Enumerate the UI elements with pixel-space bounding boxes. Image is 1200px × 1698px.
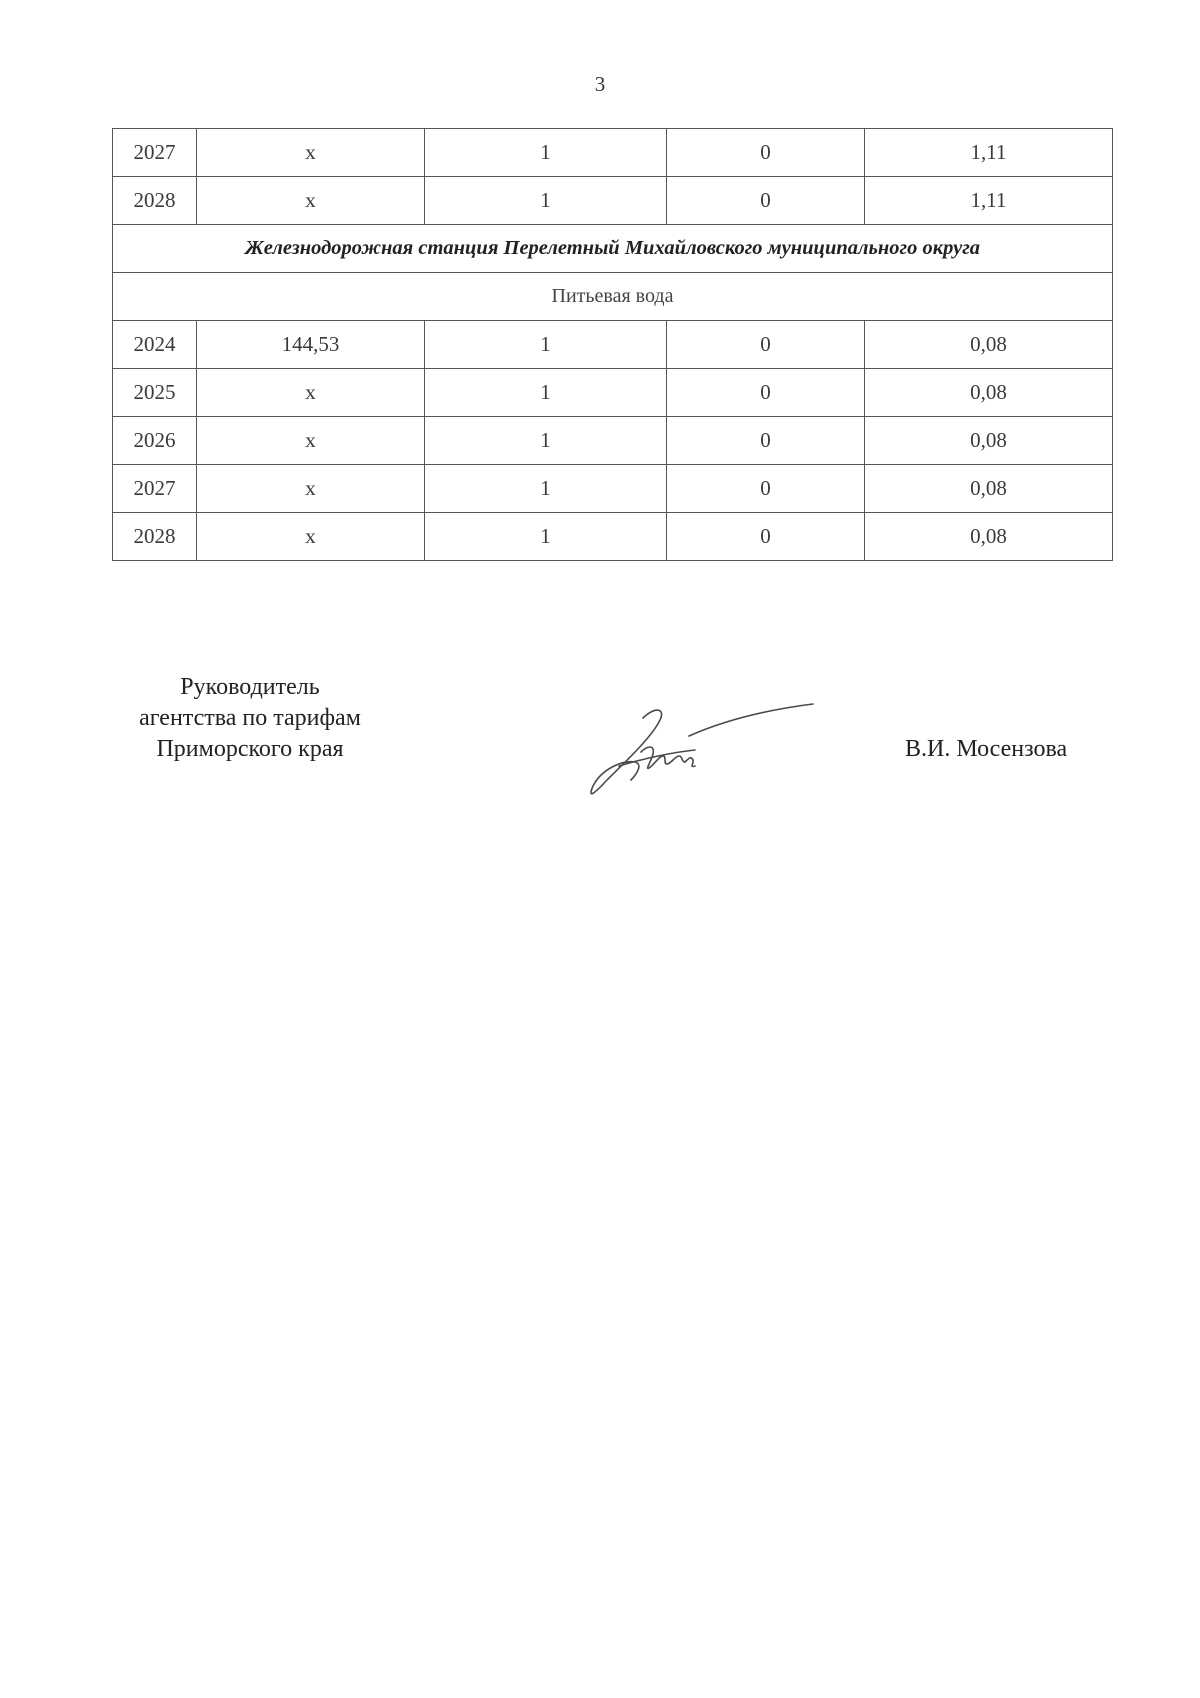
year-cell: 2027 <box>113 129 197 177</box>
value-cell: 0 <box>667 321 865 369</box>
signer-title-line: агентства по тарифам <box>139 705 361 731</box>
section-row <box>113 225 1113 273</box>
value-cell: 0 <box>667 417 865 465</box>
value-cell: 0 <box>667 513 865 561</box>
subsection-row <box>113 273 1113 321</box>
table-row <box>113 369 1113 417</box>
subsection-title: Питьевая вода <box>113 273 1113 321</box>
table-row <box>113 513 1113 561</box>
value-cell: х <box>197 129 425 177</box>
section-title: Железнодорожная станция Перелетный Михайловского муниципального округа <box>113 225 1113 273</box>
value-cell: 1 <box>425 417 667 465</box>
value-cell: 0,08 <box>865 465 1113 513</box>
year-cell: 2025 <box>113 369 197 417</box>
table-row <box>113 177 1113 225</box>
value-cell: 0 <box>667 369 865 417</box>
value-cell: 1 <box>425 369 667 417</box>
value-cell: 0 <box>667 177 865 225</box>
value-cell: 144,53 <box>197 321 425 369</box>
year-cell: 2028 <box>113 513 197 561</box>
signer-title-line: Руководитель <box>180 674 320 700</box>
year-cell: 2026 <box>113 417 197 465</box>
value-cell: 0,08 <box>865 321 1113 369</box>
value-cell: 1,11 <box>865 177 1113 225</box>
value-cell: х <box>197 177 425 225</box>
signer-name: В.И. Мосензова <box>905 736 1068 762</box>
table-row <box>113 417 1113 465</box>
signer-title <box>110 672 390 765</box>
value-cell: 1 <box>425 177 667 225</box>
value-cell: 1 <box>425 321 667 369</box>
year-cell: 2024 <box>113 321 197 369</box>
value-cell: 1,11 <box>865 129 1113 177</box>
value-cell: 0,08 <box>865 369 1113 417</box>
value-cell: 0,08 <box>865 513 1113 561</box>
table-row <box>113 465 1113 513</box>
year-cell: 2027 <box>113 465 197 513</box>
table-row <box>113 321 1113 369</box>
value-cell: х <box>197 513 425 561</box>
value-cell: 0 <box>667 129 865 177</box>
year-cell: 2028 <box>113 177 197 225</box>
signer-title-line: Приморского края <box>156 736 344 762</box>
value-cell: 1 <box>425 513 667 561</box>
value-cell: х <box>197 465 425 513</box>
value-cell: х <box>197 369 425 417</box>
tariff-table <box>112 128 1113 561</box>
value-cell: 1 <box>425 465 667 513</box>
handwritten-signature <box>585 700 815 805</box>
value-cell: 0 <box>667 465 865 513</box>
table-row <box>113 129 1113 177</box>
page-number: 3 <box>594 72 606 96</box>
value-cell: х <box>197 417 425 465</box>
value-cell: 1 <box>425 129 667 177</box>
value-cell: 0,08 <box>865 417 1113 465</box>
